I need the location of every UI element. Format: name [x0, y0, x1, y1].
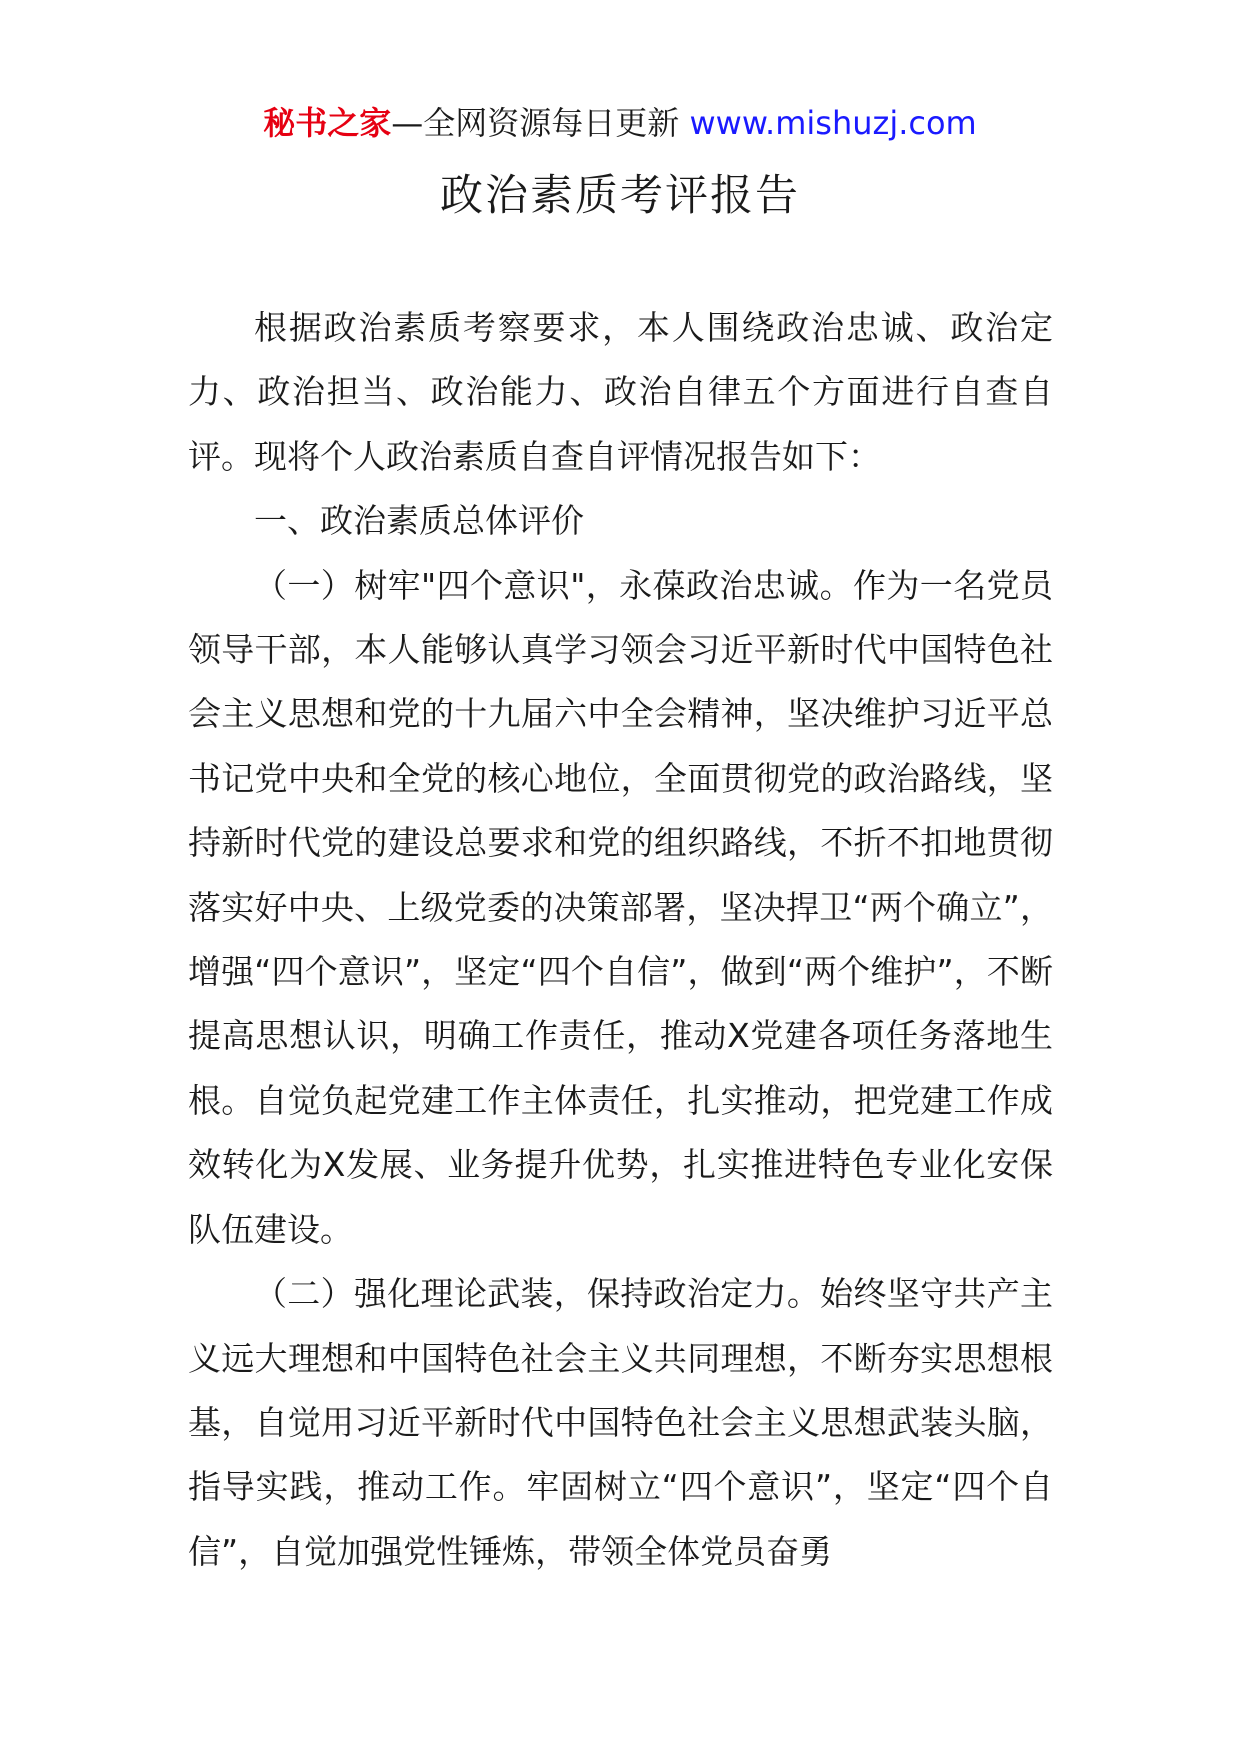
- site-url-link[interactable]: www.mishuzj.com: [689, 104, 977, 142]
- site-brand-name: 秘书之家: [263, 104, 392, 142]
- site-slogan: —全网资源每日更新: [391, 104, 690, 142]
- document-body: [188, 296, 1053, 1584]
- section-heading: 一、政治素质总体评价: [254, 501, 584, 541]
- document-title: 政治素质考评报告: [440, 171, 800, 221]
- intro-paragraph: 根据政治素质考察要求，本人围绕政治忠诚、政治定力、政治担当、政治能力、政治自律五个方面进行自查自评。现将个人政治素质自查自评情况报告如下：: [188, 308, 1053, 476]
- body-paragraph-political-loyalty: （一）树牢"四个意识"，永葆政治忠诚。作为一名党员领导干部，本人能够认真学习领会习近平新时代中国特色社会主义思想和党的十九届六中全会精神，坚决维护习近平总书记党中央和全党的核心地位，全面贯彻党的政治路线，坚持新时代党的建设总要求和党的组织路线，不折不扣地贯彻落实好中央、上级党委的决策部署，坚决捍卫“两个确立”，增强“四个意识”，坚定“四个自信”，做到“两个维护”，不断提高思想认识，明确工作责任，推动X党建各项任务落地生根。自觉负起党建工作主体责任，扎实推动，把党建工作成效转化为X发展、业务提升优势，扎实推进特色专业化安保队伍建设。: [188, 565, 1053, 1249]
- body-paragraph-political-resolve: （二）强化理论武装，保持政治定力。始终坚守共产主义远大理想和中国特色社会主义共同理想，不断夯实思想根基，自觉用习近平新时代中国特色社会主义思想武装头脑，指导实践，推动工作。牢固树立“四个意识”，坚定“四个自信”，自觉加强党性锤炼，带领全体党员奋勇: [188, 1274, 1053, 1571]
- site-header: [0, 100, 1240, 146]
